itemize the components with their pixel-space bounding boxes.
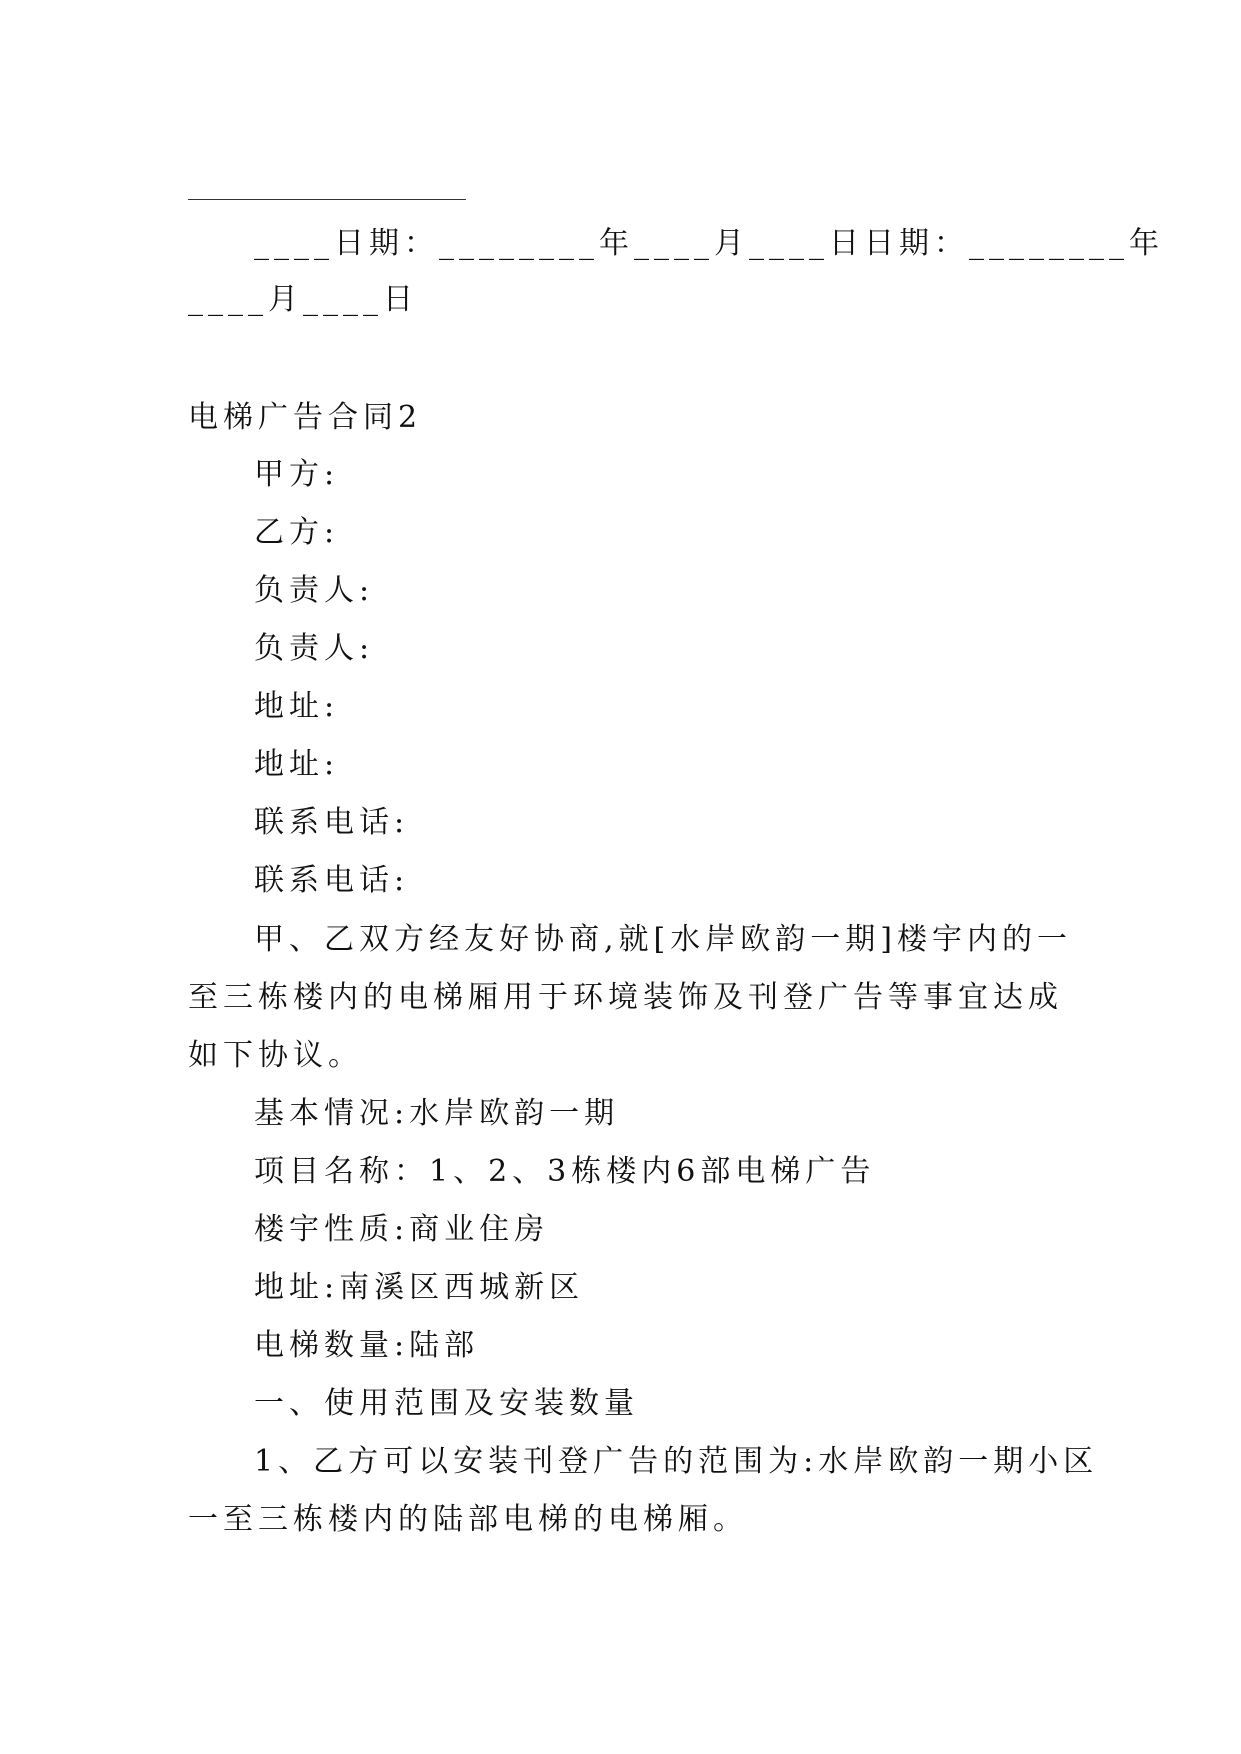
intro-line-3: 如下协议。 bbox=[188, 1038, 363, 1073]
building-type: 楼宇性质:商业住房 bbox=[254, 1212, 550, 1247]
basic-info: 基本情况:水岸欧韵一期 bbox=[254, 1096, 620, 1131]
clause-1-line-1: 1、乙方可以安装刊登广告的范围为:水岸欧韵一期小区 bbox=[254, 1444, 1099, 1479]
phone-b: 联系电话: bbox=[254, 863, 410, 898]
clause-1-line-2: 一至三栋楼内的陆部电梯的电梯厢。 bbox=[188, 1502, 748, 1537]
intro-line-1: 甲、乙双方经友好协商,就[水岸欧韵一期]楼宇内的一 bbox=[254, 922, 1072, 957]
contract-title: 电梯广告合同2 bbox=[188, 400, 423, 435]
phone-a: 联系电话: bbox=[254, 805, 410, 840]
party-a-label: 甲方: bbox=[254, 457, 340, 492]
project-name: 项目名称：1、2、3栋楼内6部电梯广告 bbox=[254, 1154, 876, 1189]
location: 地址:南溪区西城新区 bbox=[254, 1270, 585, 1305]
person-in-charge-a: 负责人: bbox=[254, 573, 375, 608]
address-a: 地址: bbox=[254, 689, 340, 724]
signature-rule bbox=[188, 199, 466, 200]
date-line-1: ____日期：________年____月____日日期：________年 bbox=[254, 226, 1164, 261]
intro-line-2: 至三栋楼内的电梯厢用于环境装饰及刊登广告等事宜达成 bbox=[188, 980, 1063, 1015]
address-b: 地址: bbox=[254, 747, 340, 782]
elevator-count: 电梯数量:陆部 bbox=[254, 1328, 480, 1363]
date-line-2: ____月____日 bbox=[188, 282, 418, 317]
party-b-label: 乙方: bbox=[254, 515, 340, 550]
person-in-charge-b: 负责人: bbox=[254, 631, 375, 666]
section-1-heading: 一、使用范围及安装数量 bbox=[254, 1386, 639, 1421]
